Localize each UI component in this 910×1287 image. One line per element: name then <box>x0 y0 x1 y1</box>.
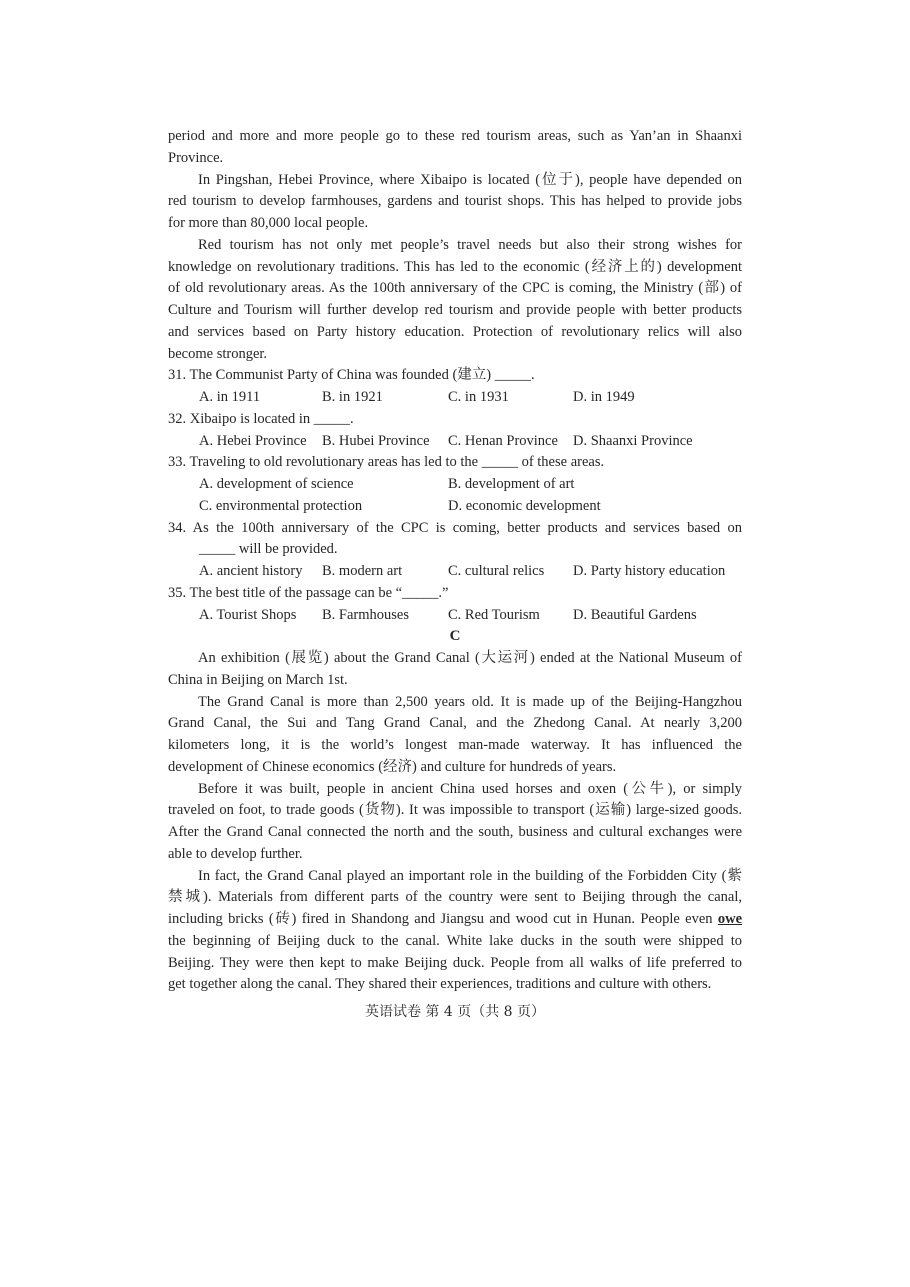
option-b: B. Hubei Province <box>322 432 430 449</box>
passage-c-paragraph-3 <box>168 779 742 866</box>
question-31 <box>168 365 742 409</box>
passage-c-paragraph-4 <box>168 866 742 997</box>
question-35 <box>168 583 742 627</box>
option-d: D. Beautiful Gardens <box>573 606 697 623</box>
passage-b-paragraph-2 <box>168 170 742 235</box>
option-d: D. in 1949 <box>573 389 635 405</box>
option-a: A. Hebei Province <box>199 432 307 449</box>
option-a: A. in 1911 <box>199 389 261 405</box>
option-row <box>168 387 742 409</box>
text-line: An exhibition (展览) about the Grand Canal (大运河) ended at the National Museum of <box>198 650 742 666</box>
text-line: kilometers long, it is the world’s longest man-made waterway. It has influenced the <box>168 737 742 753</box>
option-a: A. ancient history <box>199 563 303 579</box>
option-row <box>168 561 742 583</box>
passage-b-paragraph-1 <box>168 126 742 170</box>
option-row <box>168 605 742 627</box>
question-stem: 34. As the 100th anniversary of the CPC is coming, better products and services based on <box>168 519 742 536</box>
text-line <box>168 909 742 931</box>
text-line: In fact, the Grand Canal played an important role in the building of the Forbidden City (紫 <box>198 867 742 884</box>
question-stem: 33. Traveling to old revolutionary areas has led to the _____ of these areas. <box>168 454 605 471</box>
passage-b-paragraph-3 <box>168 235 742 366</box>
text-line: the beginning of Beijing duck to the canal. White lake ducks in the south were shipped to <box>168 932 742 949</box>
text-line: In Pingshan, Hebei Province, where Xibaipo is located (位于), people have depended on <box>198 171 742 188</box>
option-row <box>168 474 742 496</box>
question-34 <box>168 518 742 583</box>
option-row <box>168 496 742 518</box>
exam-page-content <box>168 126 742 996</box>
option-d: D. Shaanxi Province <box>573 432 693 449</box>
text-line: Red tourism has not only met people’s travel needs but also their strong wishes for <box>198 236 742 253</box>
text-line: Province. <box>168 149 224 166</box>
option-row <box>168 431 742 453</box>
option-c: C. cultural relics <box>448 563 545 579</box>
question-33 <box>168 452 742 517</box>
option-b: B. Farmhouses <box>322 606 409 623</box>
text-line: able to develop further. <box>168 845 303 862</box>
text-line: Beijing. They were then kept to make Beijing duck. People from all walks of life preferred to <box>168 954 742 971</box>
option-a: A. development of science <box>199 476 354 492</box>
option-c: C. Red Tourism <box>448 606 540 623</box>
text-line: After the Grand Canal connected the north and the south, business and cultural exchanges were <box>168 824 742 840</box>
text-line: Culture and Tourism will further develop red tourism and provide people with better products <box>168 302 742 318</box>
option-c: C. in 1931 <box>448 389 509 405</box>
option-b: B. modern art <box>322 563 403 579</box>
text-line: knowledge on revolutionary traditions. This has led to the economic (经济上的) development <box>168 258 742 275</box>
passage-c-paragraph-2 <box>168 692 742 779</box>
text-line: and services based on Party history education. Protection of revolutionary relics will also <box>168 323 742 340</box>
text-line: Before it was built, people in ancient China used horses and oxen (公牛), or simply <box>198 780 742 797</box>
text-segment: including bricks (砖) fired in Shandong and Jiangsu and wood cut in Hunan. People even <box>168 911 713 927</box>
page-footer: 英语试卷 第 4 页（共 8 页） <box>364 1004 546 1020</box>
option-b: B. development of art <box>448 476 575 492</box>
text-line: period and more and more people go to these red tourism areas, such as Yan’an in Shaanxi <box>168 128 742 144</box>
option-a: A. Tourist Shops <box>199 606 297 623</box>
question-32 <box>168 409 742 453</box>
question-stem: 32. Xibaipo is located in _____. <box>168 410 354 427</box>
option-b: B. in 1921 <box>322 389 383 405</box>
option-d: D. Party history education <box>573 563 726 579</box>
text-line: China in Beijing on March 1st. <box>168 671 348 688</box>
question-stem: 31. The Communist Party of China was founded (建立) _____. <box>168 367 535 384</box>
text-line: traveled on foot, to trade goods (货物). It was impossible to transport (运输) large-sized goods. <box>168 802 742 819</box>
text-line: 禁城). Materials from different parts of the country were sent to Beijing through the canal, <box>168 889 742 906</box>
section-c-heading: C <box>449 628 461 645</box>
option-d: D. economic development <box>448 497 601 514</box>
text-line: for more than 80,000 local people. <box>168 215 369 231</box>
passage-c-paragraph-1 <box>168 648 742 692</box>
text-line: development of Chinese economics (经济) and culture for hundreds of years. <box>168 758 617 775</box>
text-line: become stronger. <box>168 345 268 362</box>
text-line: The Grand Canal is more than 2,500 years old. It is made up of the Beijing-Hangzhou <box>198 693 742 710</box>
option-c: C. environmental protection <box>199 497 363 514</box>
option-c: C. Henan Province <box>448 432 558 449</box>
text-line: get together along the canal. They shared their experiences, traditions and culture with others. <box>168 976 712 993</box>
question-stem-continued: _____ will be provided. <box>199 541 338 558</box>
text-line: red tourism to develop farmhouses, gardens and tourist shops. This has helped to provide jobs <box>168 193 742 210</box>
text-line: Grand Canal, the Sui and Tang Grand Canal, and the Zhedong Canal. At nearly 3,200 <box>168 715 742 732</box>
emphasized-word: owe <box>717 911 743 927</box>
text-line: of old revolutionary areas. As the 100th anniversary of the CPC is coming, the Ministry (部) of <box>168 280 742 297</box>
question-stem: 35. The best title of the passage can be “_____.” <box>168 584 449 601</box>
